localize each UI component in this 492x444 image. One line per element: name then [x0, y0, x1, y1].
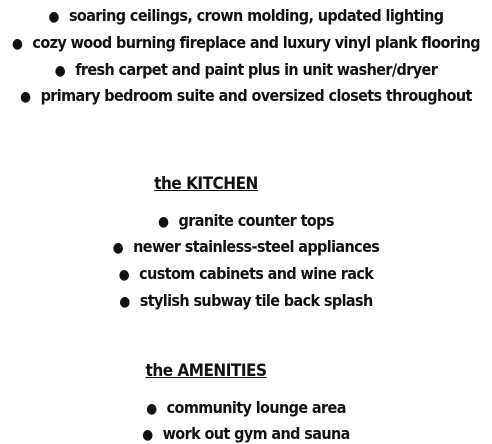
bullet-icon: ● [12, 36, 23, 52]
bullet-icon: ● [112, 240, 124, 256]
amenities-item: ● community lounge area [146, 398, 346, 417]
bullet-icon: ● [20, 89, 31, 105]
kitchen-item: ● newer stainless-steel appliances [112, 237, 380, 256]
bullet-icon: ● [119, 294, 130, 310]
kitchen-item: ● granite counter tops [158, 211, 334, 230]
feature-item: ● primary bedroom suite and oversized closets throughout [20, 86, 472, 105]
kitchen-item: ● stylish subway tile back splash [119, 291, 373, 310]
bullet-icon: ● [118, 267, 130, 283]
bullet-icon: ● [142, 427, 153, 443]
bullet-icon: ● [48, 9, 59, 25]
amenities-item: ● work out gym and sauna [142, 424, 350, 443]
feature-item: ● fresh carpet and paint plus in unit washer/dryer [54, 60, 438, 79]
feature-item: ● cozy wood burning fireplace and luxury vinyl plank flooring [12, 33, 480, 52]
amenities-heading: the AMENITIES [145, 361, 267, 381]
kitchen-item: ● custom cabinets and wine rack [118, 264, 374, 283]
feature-item: ● soaring ceilings, crown molding, updated lighting [48, 6, 444, 25]
kitchen-heading: the KITCHEN [154, 174, 258, 194]
bullet-icon: ● [54, 63, 66, 79]
bullet-icon: ● [146, 401, 157, 417]
bullet-icon: ● [158, 214, 169, 230]
